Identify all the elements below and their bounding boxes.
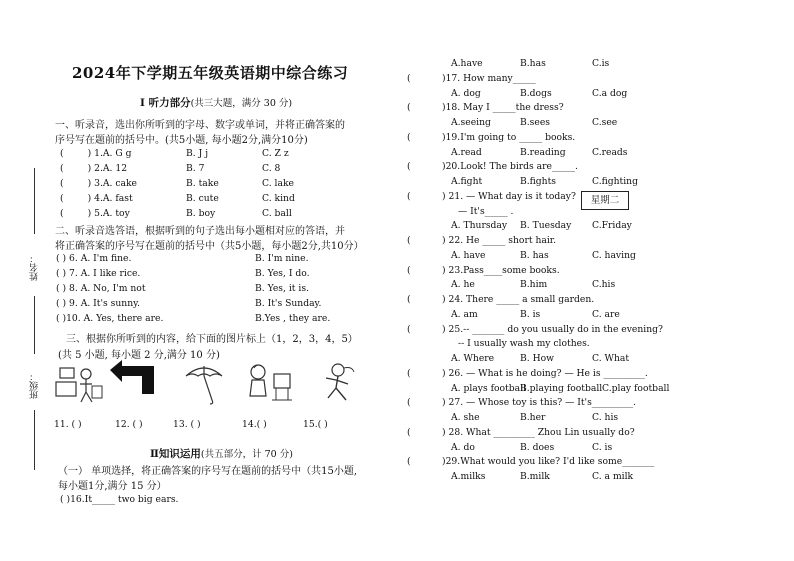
answer-paren[interactable]: ( — [407, 367, 411, 379]
option-a: A. he — [451, 279, 475, 291]
question-16: ( )16.It_____ two big ears. — [60, 494, 179, 505]
option-b: B. How — [520, 353, 555, 364]
answer-paren[interactable]: ( — [407, 397, 411, 409]
option-b: B. I'm nine. — [255, 253, 309, 264]
question-text: ) 24. There _____ a small garden. — [442, 294, 595, 305]
option-b: B.him — [520, 279, 548, 291]
option-a: A. she — [451, 412, 480, 423]
option-a: A. Thursday — [451, 220, 508, 232]
question-text: )19.I'm going to _____ books. — [442, 131, 576, 143]
sidebar-line — [34, 296, 35, 354]
girl-running-picture — [314, 362, 358, 404]
option-a: A.milks — [451, 471, 486, 482]
answer-paren[interactable]: ( — [407, 323, 411, 335]
answer-paren[interactable]: ( — [407, 161, 411, 173]
answer-paren[interactable]: ( — [407, 72, 411, 84]
option-c: C. kind — [262, 193, 295, 204]
option-c: C.his — [592, 279, 616, 291]
answer-paren[interactable]: ( — [407, 235, 411, 246]
weekday-box: 星期二 — [581, 191, 629, 210]
option-a: A.seeing — [451, 117, 491, 128]
answer-paren[interactable]: ( — [407, 102, 411, 114]
part2-sub1-instruction: 每小题1分,满分 15 分） — [58, 481, 167, 492]
answer-paren[interactable]: ( — [407, 456, 411, 468]
option-b: B.milk — [520, 471, 550, 482]
class-label: 班级： — [30, 372, 40, 399]
option-b: B. is — [520, 308, 541, 320]
option-c: C. a milk — [592, 471, 634, 482]
option-a: A.read — [451, 146, 482, 158]
option-c: C. are — [592, 308, 620, 320]
option-c: C.reads — [592, 146, 628, 158]
option-c: C.a dog — [592, 87, 628, 99]
answer-paren[interactable]: ( — [407, 131, 411, 143]
question-text: ) 28. What _________ Zhou Lin usually do? — [442, 426, 635, 438]
answer-slot-13[interactable]: 13. ( ) — [173, 419, 201, 430]
answer-slot-11[interactable]: 11. ( ) — [54, 419, 82, 430]
option-b: B.playing football — [520, 382, 603, 394]
option-c: C. is — [592, 441, 613, 453]
name-label: 姓名： — [30, 254, 40, 281]
section2-instruction: 二、听录音选答语，根据听到的句子选出每小题相对应的答语，并 — [55, 226, 345, 237]
question-row: ( ) 7. A. I like rice. — [56, 268, 141, 279]
arrow-left-picture — [108, 360, 158, 396]
umbrella-picture — [182, 360, 226, 406]
option-b: B.Yes , they are. — [255, 313, 331, 324]
option-b: B. Tuesday — [520, 220, 572, 232]
question-subline: -- I usually wash my clothes. — [458, 338, 590, 350]
option-b: B. take — [186, 178, 219, 189]
option-a: A. have — [451, 249, 486, 261]
question-text: )29.What would you like? I'd like some_______ — [442, 456, 655, 468]
option-c: C. having — [592, 249, 636, 261]
option-b: B. Yes, I do. — [255, 268, 310, 279]
option-b: B. 7 — [186, 163, 205, 174]
question-row: ( ) 2.A. 12 — [60, 163, 128, 174]
answer-paren[interactable]: ( — [407, 426, 411, 438]
question-text: ) 26. — What is he doing? — He is _________. — [442, 367, 648, 379]
option-c: C.fighting — [592, 176, 638, 187]
option-a: A.have — [451, 58, 483, 69]
question-row: ( ) 6. A. I'm fine. — [56, 253, 132, 264]
option-b: B. J j — [186, 148, 209, 159]
part2-sub1-instruction: （一） 单项选择，将正确答案的序号写在题前的括号中（共15小题, — [58, 466, 358, 477]
section1-instruction: 序号写在题前的括号中。(共5小题, 每小题2分,满分10分) — [55, 135, 308, 146]
option-b: B. does — [520, 441, 555, 453]
option-a: A. plays football — [451, 382, 526, 394]
answer-slot-15[interactable]: 15.( ) — [303, 419, 328, 430]
option-b: B. has — [520, 249, 549, 261]
option-b: B.has — [520, 58, 546, 69]
answer-paren[interactable]: ( — [407, 190, 411, 202]
question-text: ) 25.-- _______ do you usually do in the evening? — [442, 323, 663, 335]
question-subline: — It's_____ . — [458, 205, 514, 217]
option-c: C. ball — [262, 208, 292, 219]
question-text: )17. How many_____ — [442, 72, 536, 84]
question-text: ) 21. — What day is it today? — [442, 190, 576, 202]
option-a: A.fight — [451, 176, 483, 187]
option-a: A. Where — [451, 353, 495, 364]
question-text: ) 27. — Whose toy is this? — It's_________. — [442, 397, 637, 409]
question-row: ( )10. A. Yes, there are. — [56, 313, 164, 324]
section1-instruction: 一、听录音，选出你所听到的字母、数字或单词，并将正确答案的 — [55, 120, 345, 131]
option-b: B.reading — [520, 146, 566, 158]
section2-instruction: 将正确答案的序号写在题前的括号中（共5小题，每小题2分,共10分） — [55, 241, 364, 252]
option-c: C. What — [592, 353, 630, 364]
question-row: ( ) 5.A. toy — [60, 208, 130, 219]
question-row: ( ) 1.A. G g — [60, 148, 132, 159]
option-b: B.dogs — [520, 87, 552, 99]
answer-paren[interactable]: ( — [407, 264, 411, 276]
boy-at-desk-picture — [52, 362, 104, 404]
question-text: ) 22. He _____ short hair. — [442, 235, 557, 246]
question-text: ) 23.Pass____some books. — [442, 264, 560, 276]
option-a: A. dog — [451, 87, 481, 99]
section3-instruction: 三、根据你所听到的内容，给下面的图片标上（1，2，3，4，5） — [66, 334, 358, 345]
option-b: B.sees — [520, 117, 550, 128]
option-b: B.her — [520, 412, 546, 423]
question-row: ( ) 9. A. It's sunny. — [56, 298, 141, 309]
question-text: )18. May I _____the dress? — [442, 102, 564, 114]
option-b: B. It's Sunday. — [255, 298, 322, 309]
answer-slot-14[interactable]: 14.( ) — [242, 419, 267, 430]
option-b: B. cute — [186, 193, 219, 204]
option-c: C. 8 — [262, 163, 281, 174]
section3-instruction: (共 5 小题, 每小题 2 分,满分 10 分) — [58, 350, 220, 361]
girl-watching-tv-picture — [246, 360, 294, 404]
question-text: )20.Look! The birds are_____. — [442, 161, 578, 173]
part1-heading: I 听力部分(共三大题，满分 30 分) — [140, 97, 293, 109]
question-row: ( ) 8. A. No, I'm not — [56, 283, 146, 294]
part2-heading: Ⅱ知识运用(共五部分，计 70 分) — [150, 448, 293, 460]
question-row: ( ) 3.A. cake — [60, 178, 137, 189]
option-c: C. lake — [262, 178, 294, 189]
sidebar-line — [34, 410, 35, 470]
answer-slot-12[interactable]: 12. ( ) — [115, 419, 143, 430]
page-title: 2024年下学期五年级英语期中综合练习 — [72, 64, 349, 82]
option-c: C.Friday — [592, 220, 632, 232]
option-a: A. do — [451, 441, 475, 453]
option-c: C.see — [592, 117, 618, 128]
option-c: C.play football — [602, 382, 670, 394]
option-a: A. am — [451, 308, 478, 320]
option-b: B. boy — [186, 208, 216, 219]
option-c: C. his — [592, 412, 619, 423]
sidebar-line — [34, 168, 35, 234]
option-c: C. Z z — [262, 148, 289, 159]
option-b: B. Yes, it is. — [255, 283, 309, 294]
option-c: C.is — [592, 58, 610, 69]
question-row: ( ) 4.A. fast — [60, 193, 133, 204]
option-b: B.fights — [520, 176, 557, 187]
answer-paren[interactable]: ( — [407, 294, 411, 305]
